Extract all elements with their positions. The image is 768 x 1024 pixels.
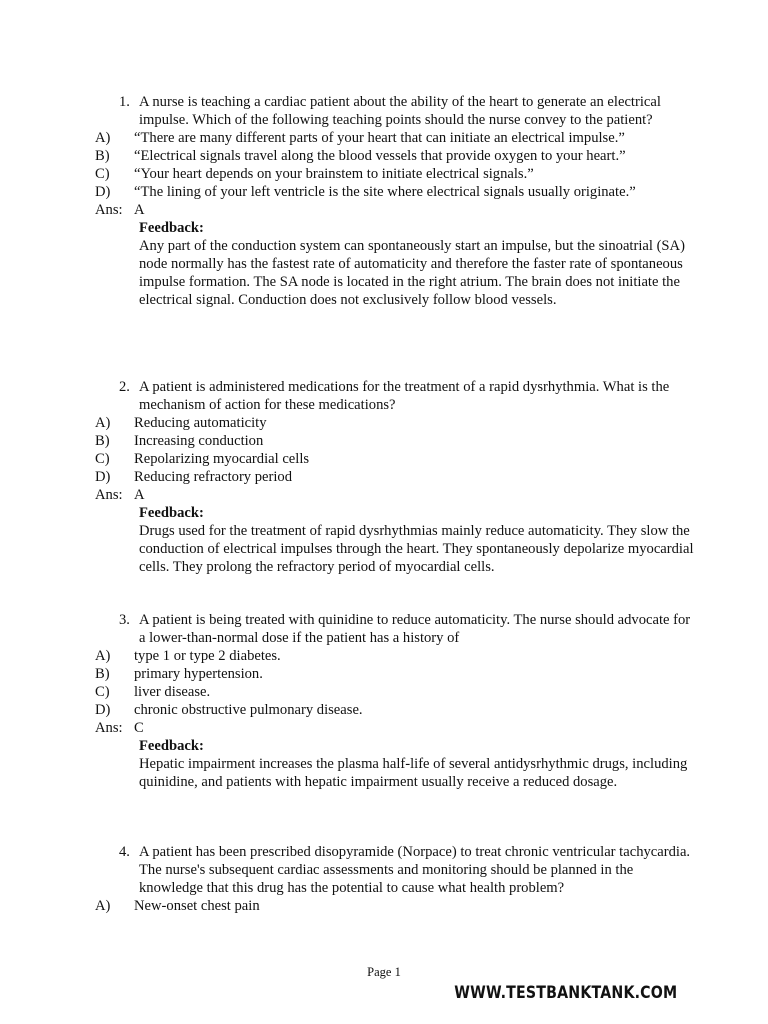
option-text: Increasing conduction [134, 433, 264, 449]
option-text: Reducing automaticity [134, 415, 267, 431]
question-number: 3. [119, 612, 130, 628]
question-text: A patient is being treated with quinidine to reduce automaticity. The nurse should advocate for a lower-than-normal dose if the patient has a history of [139, 612, 691, 646]
option-letter: B) [95, 148, 110, 164]
option-text: liver disease. [134, 684, 211, 700]
option-text: New-onset chest pain [134, 898, 260, 914]
question-stem [95, 843, 695, 897]
question-stem [95, 378, 695, 414]
option-letter: C) [95, 166, 110, 182]
question-text: A nurse is teaching a cardiac patient about the ability of the heart to generate an electrical impulse. Which of the following teaching points should the nurse convey to the patient? [139, 94, 661, 128]
question-stem [95, 93, 695, 129]
answer-label: Ans: [95, 202, 123, 218]
option-letter: A) [95, 130, 111, 146]
answer-value: A [134, 202, 145, 218]
option-letter: C) [95, 451, 110, 467]
option-text: primary hypertension. [134, 666, 263, 682]
brand-watermark: WWW.TESTBANKTANK.COM [454, 983, 677, 1002]
question-1 [95, 93, 695, 309]
option-b [95, 147, 695, 165]
option-letter: D) [95, 184, 111, 200]
page-number: Page 1 [367, 965, 401, 979]
feedback [95, 737, 695, 791]
answer-label: Ans: [95, 487, 123, 503]
question-number: 4. [119, 844, 130, 860]
question-number: 1. [119, 94, 130, 110]
feedback-text: Hepatic impairment increases the plasma half-life of several antidysrhythmic drugs, including quinidine, and patients with hepatic impairment usually receive a reduced dosage. [139, 756, 688, 790]
feedback [95, 219, 695, 309]
option-text: type 1 or type 2 diabetes. [134, 648, 281, 664]
question-2 [95, 378, 695, 576]
question-stem [95, 611, 695, 647]
option-letter: B) [95, 666, 110, 682]
answer-line [95, 719, 695, 737]
option-text: “Your heart depends on your brainstem to initiate electrical signals.” [134, 166, 534, 182]
option-c [95, 450, 695, 468]
question-number: 2. [119, 379, 130, 395]
option-text: “The lining of your left ventricle is the site where electrical signals usually originate.” [134, 184, 636, 200]
option-d [95, 183, 695, 201]
option-text: Repolarizing myocardial cells [134, 451, 310, 467]
feedback [95, 504, 695, 576]
question-3 [95, 611, 695, 791]
feedback-label: Feedback: [139, 220, 204, 236]
option-letter: D) [95, 702, 111, 718]
option-letter: C) [95, 684, 110, 700]
option-text: “There are many different parts of your heart that can initiate an electrical impulse.” [134, 130, 625, 146]
option-text: chronic obstructive pulmonary disease. [134, 702, 363, 718]
option-letter: A) [95, 898, 111, 914]
feedback-label: Feedback: [139, 505, 204, 521]
option-a [95, 414, 695, 432]
answer-label: Ans: [95, 720, 123, 736]
option-d [95, 701, 695, 719]
option-a [95, 129, 695, 147]
option-text: “Electrical signals travel along the blood vessels that provide oxygen to your heart.” [134, 148, 626, 164]
answer-line [95, 486, 695, 504]
option-b [95, 432, 695, 450]
feedback-label: Feedback: [139, 738, 204, 754]
answer-line [95, 201, 695, 219]
option-c [95, 683, 695, 701]
question-text: A patient is administered medications for the treatment of a rapid dysrhythmia. What is the mechanism of action for these medications? [139, 379, 670, 413]
answer-value: C [134, 720, 144, 736]
feedback-text: Any part of the conduction system can spontaneously start an impulse, but the sinoatrial (SA) node normally has the fastest rate of automaticity and therefore the faster rate of spontaneous impulse formation. The SA node is located in the right atrium. The brain does not initiate the electrical signal. Conduction does not exclusively follow blood vessels. [139, 238, 685, 308]
option-c [95, 165, 695, 183]
option-letter: A) [95, 415, 111, 431]
option-letter: A) [95, 648, 111, 664]
option-text: Reducing refractory period [134, 469, 293, 485]
option-letter: D) [95, 469, 111, 485]
answer-value: A [134, 487, 145, 503]
option-a [95, 897, 695, 915]
option-d [95, 468, 695, 486]
question-4 [95, 843, 695, 915]
question-text: A patient has been prescribed disopyramide (Norpace) to treat chronic ventricular tachycardia. The nurse's subsequent cardiac assessments and monitoring should be planned in the knowledge that this drug has the potential to cause what health problem? [139, 844, 691, 896]
feedback-text: Drugs used for the treatment of rapid dysrhythmias mainly reduce automaticity. They slow the conduction of electrical impulses through the heart. They spontaneously depolarize myocardial cells. They prolong the refractory period of myocardial cells. [139, 523, 694, 575]
option-a [95, 647, 695, 665]
option-b [95, 665, 695, 683]
option-letter: B) [95, 433, 110, 449]
